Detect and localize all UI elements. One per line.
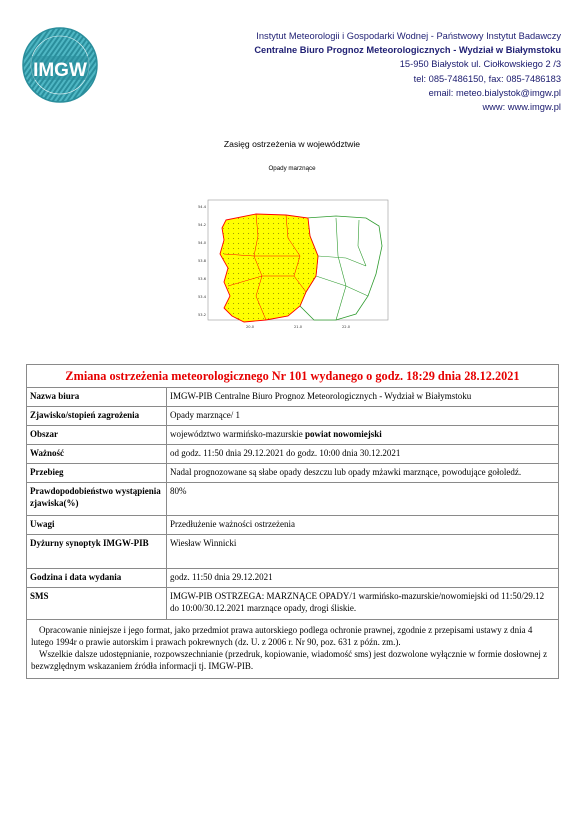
- phenomenon-label: Opady marznące: [268, 165, 316, 172]
- table-row: [27, 535, 559, 569]
- row-label: Godzina i data wydania: [27, 569, 167, 588]
- row-value: IMGW-PIB OSTRZEGA: MARZNĄCE OPADY/1 warmińsko-mazurskie/nowomiejski od 11:50/29.12 do 10:00/30.12.2021 marznące opady, drogi śliskie.: [167, 588, 559, 620]
- copyright-text-2: Wszelkie dalsze udostępnianie, rozpowszechnianie (przedruk, kopiowanie, wiadomość sms) jest dozwolone wyłącznie w formie dosłownej z bezwzględnym wskazaniem źródła informacji tj. IMGW-PIB.: [31, 649, 548, 671]
- row-value: Wiesław Winnicki: [167, 535, 559, 569]
- table-row: [27, 407, 559, 426]
- lon-tick-2: 21.0: [294, 325, 303, 329]
- office-name: Centralne Biuro Prognoz Meteorologicznych - Wydział w Białymstoku: [254, 45, 561, 56]
- map-title: Zasięg ostrzeżenia w województwie: [223, 139, 361, 149]
- lat-tick-4: 53.8: [198, 259, 207, 263]
- institute-name: Instytut Meteorologii i Gospodarki Wodnej - Państwowy Instytut Badawczy: [256, 31, 561, 41]
- table-row: [27, 445, 559, 464]
- imgw-logo: [21, 26, 99, 104]
- copyright-notice: [27, 620, 559, 679]
- table-row: [27, 388, 559, 407]
- row-label: Przebieg: [27, 464, 167, 483]
- row-value: od godz. 11:50 dnia 29.12.2021 do godz. 10:00 dnia 30.12.2021: [167, 445, 559, 464]
- row-label: Zjawisko/stopień zagrożenia: [27, 407, 167, 426]
- address: 15-950 Białystok ul. Ciołkowskiego 2 /3: [399, 59, 561, 70]
- institute-header: [254, 29, 561, 114]
- row-label: Nazwa biura: [27, 388, 167, 407]
- table-row: [27, 588, 559, 620]
- table-row: [27, 516, 559, 535]
- area-county: powiat nowomiejski: [302, 429, 382, 439]
- lat-tick-2: 54.2: [198, 223, 207, 227]
- website: www: www.imgw.pl: [482, 102, 561, 113]
- warning-title-row: [27, 365, 559, 388]
- row-label: Prawdopodobieństwo wystąpienia zjawiska(%): [27, 483, 167, 516]
- row-value: Opady marznące/ 1: [167, 407, 559, 426]
- lat-tick-5: 53.6: [198, 277, 207, 281]
- lat-tick-7: 53.2: [198, 313, 207, 317]
- row-value: Nadal prognozowane są słabe opady deszczu lub opady mżawki marznące, powodujące gołoledź.: [167, 464, 559, 483]
- row-label: Uwagi: [27, 516, 167, 535]
- copyright-row: [27, 620, 559, 679]
- lon-tick-1: 20.0: [246, 325, 255, 329]
- table-row: [27, 483, 559, 516]
- area-voivodeship: województwo warmińsko-mazurskie: [170, 429, 303, 439]
- copyright-text-1: Opracowanie niniejsze i jego format, jako przedmiot prawa autorskiego podlega ochronie prawnej, zgodnie z przepisami ustawy z dnia 4 lutego 1994r o prawie autorskim i prawach pokrewnych (dz. U. z 2006 r. Nr 90, poz. 631 z późn. zm.).: [31, 625, 533, 647]
- row-label: Ważność: [27, 445, 167, 464]
- lat-tick-1: 54.4: [198, 205, 207, 209]
- row-label: SMS: [27, 588, 167, 620]
- warning-title: Zmiana ostrzeżenia meteorologicznego Nr 101 wydanego o godz. 18:29 dnia 28.12.2021: [27, 365, 559, 388]
- row-label: Obszar: [27, 426, 167, 445]
- table-row: [27, 426, 559, 445]
- row-value: godz. 11:50 dnia 29.12.2021: [167, 569, 559, 588]
- lon-tick-3: 22.0: [342, 325, 351, 329]
- row-value: IMGW-PIB Centralne Biuro Prognoz Meteorologicznych - Wydział w Białymstoku: [167, 388, 559, 407]
- row-value: Przedłużenie ważności ostrzeżenia: [167, 516, 559, 535]
- phone-fax: tel: 085-7486150, fax: 085-7486183: [413, 73, 561, 84]
- email: email: meteo.bialystok@imgw.pl: [428, 87, 561, 98]
- lat-tick-3: 54.0: [198, 241, 207, 245]
- row-value: [167, 426, 559, 445]
- row-value: 80%: [167, 483, 559, 516]
- row-label: Dyżurny synoptyk IMGW-PIB: [27, 535, 167, 569]
- lat-tick-6: 53.4: [198, 295, 207, 299]
- table-row: [27, 569, 559, 588]
- table-row: [27, 464, 559, 483]
- logo-text: IMGW: [33, 60, 87, 81]
- warning-table: [26, 364, 559, 679]
- warning-map: [196, 196, 392, 334]
